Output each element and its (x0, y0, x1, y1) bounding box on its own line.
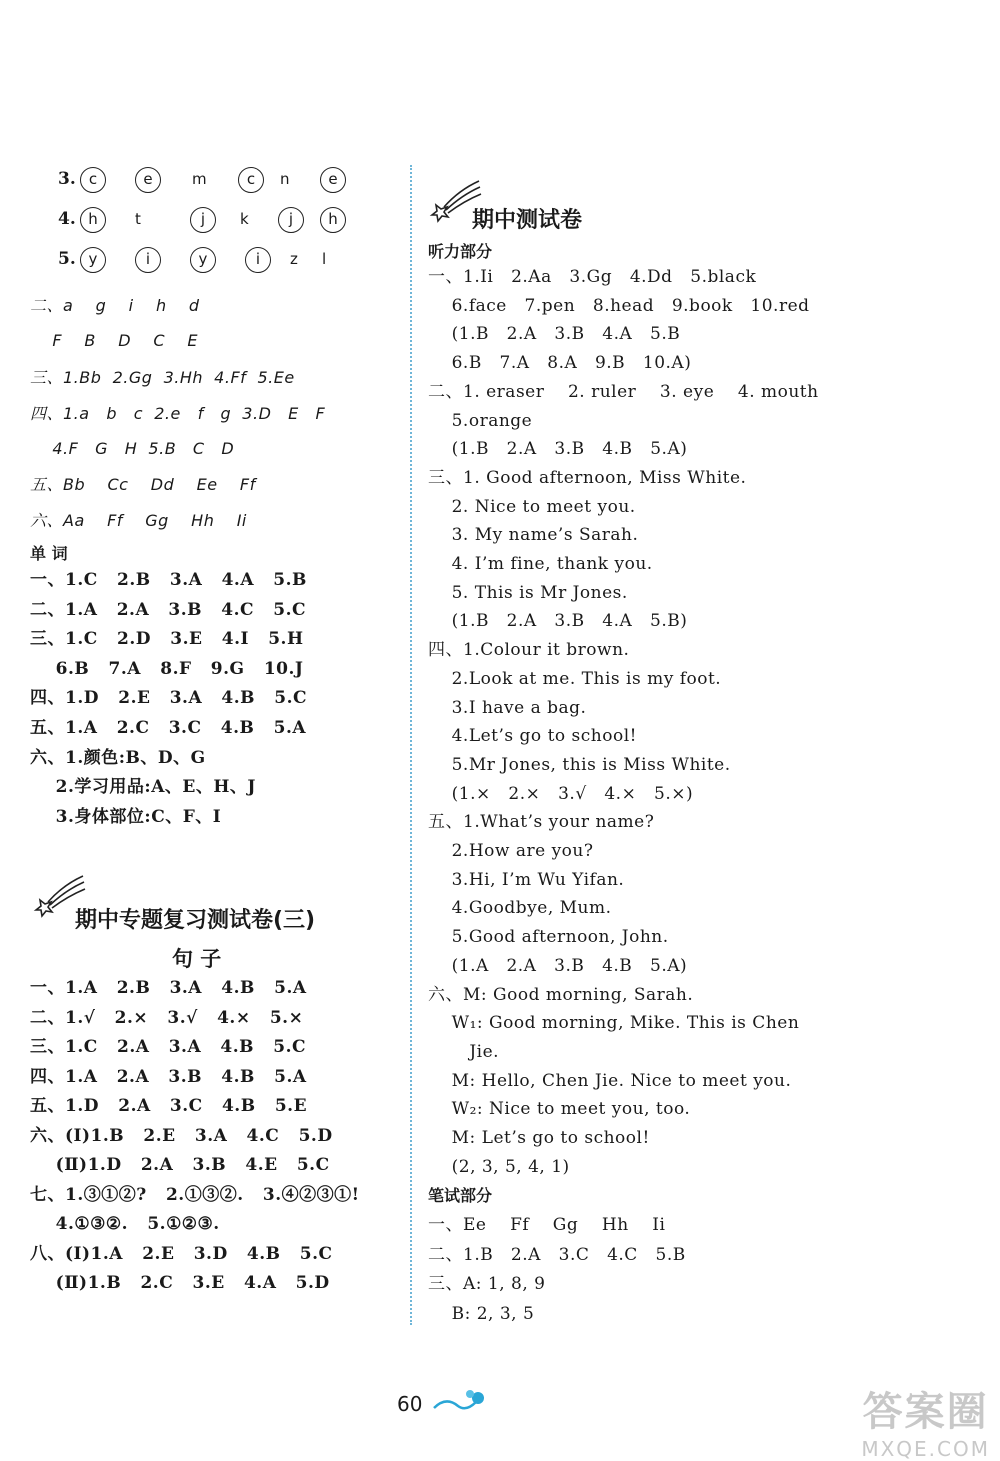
handwriting-line: 六、Aa Ff Gg Hh Ii (30, 511, 247, 530)
answer-line: 5.orange (428, 410, 533, 431)
handwriting-line: 四、1.a b c 2.e f g 3.D E F (30, 404, 326, 423)
answer-line: 四、1.Colour it brown. (428, 640, 630, 661)
circled-letter: c (238, 167, 264, 193)
answer-line: 4.①③②. 5.①②③. (30, 1214, 220, 1234)
answer-line: 五、1.A 2.C 3.C 4.B 5.A (30, 718, 307, 738)
answer-line: 二、1.√ 2.× 3.√ 4.× 5.× (30, 1007, 304, 1028)
answer-line: (1.B 2.A 3.B 4.A 5.B (428, 324, 681, 345)
answer-line: 6.face 7.pen 8.head 9.book 10.red (428, 295, 810, 316)
answer-line: 6.B 7.A 8.A 9.B 10.A) (428, 353, 692, 374)
handwriting-line: 三、1.Bb 2.Gg 3.Hh 4.Ff 5.Ee (30, 368, 295, 387)
answer-line: 5.Good afternoon, John. (428, 927, 669, 948)
plain-letter: l (322, 250, 327, 268)
answer-line: 6.B 7.A 8.F 9.G 10.J (30, 658, 304, 679)
answer-line: 三、1.C 2.D 3.E 4.I 5.H (30, 629, 304, 650)
row-number: 3. (58, 169, 76, 189)
answer-line: W₂: Nice to meet you, too. (428, 1099, 691, 1120)
answer-line: 六、1.颜色:B、D、G (30, 747, 206, 768)
answer-line: 4.Goodbye, Mum. (428, 898, 612, 919)
answer-line: 一、1.Ii 2.Aa 3.Gg 4.Dd 5.black (428, 267, 757, 287)
answer-line: (2, 3, 5, 4, 1) (428, 1156, 570, 1177)
page-number: 60 (397, 1392, 423, 1416)
section-title-midterm-review: 期中专题复习测试卷(三) (75, 908, 316, 933)
answer-line: (1.A 2.A 3.B 4.B 5.A) (428, 955, 688, 976)
answer-line: W₁: Good morning, Mike. This is Chen (428, 1013, 800, 1034)
answer-line: 四、1.A 2.A 3.B 4.B 5.A (30, 1066, 307, 1087)
answer-line: 3.Hi, I’m Wu Yifan. (428, 869, 625, 890)
circled-letter: c (80, 167, 106, 193)
plain-letter: k (240, 210, 249, 228)
answer-line: 一、1.A 2.B 3.A 4.B 5.A (30, 978, 307, 998)
answer-line: B: 2, 3, 5 (428, 1303, 535, 1324)
answer-line: (1.B 2.A 3.B 4.B 5.A) (428, 439, 688, 460)
answer-line: 八、(Ⅰ)1.A 2.E 3.D 4.B 5.C (30, 1243, 333, 1264)
handwriting-line: F B D C E (30, 331, 198, 350)
flower-ornament-icon (432, 1388, 488, 1416)
answer-line: 3.身体部位:C、F、I (30, 806, 222, 827)
handwriting-line: 二、a g i h d (30, 296, 200, 315)
answer-line: 4.Let’s go to school! (428, 726, 637, 747)
answer-line: M: Hello, Chen Jie. Nice to meet you. (428, 1070, 792, 1091)
answer-line: 三、1.C 2.A 3.A 4.B 5.C (30, 1037, 307, 1057)
answer-line: 2.How are you? (428, 841, 594, 861)
plain-letter: z (290, 250, 298, 268)
plain-letter: t (135, 210, 141, 228)
circled-letter: y (190, 247, 216, 273)
answer-line: (1.× 2.× 3.√ 4.× 5.×) (428, 783, 694, 804)
answer-line: Jie. (428, 1041, 500, 1062)
answer-line: (1.B 2.A 3.B 4.A 5.B) (428, 611, 688, 632)
answer-line: 2. Nice to meet you. (428, 496, 636, 517)
answer-line: 5.Mr Jones, this is Miss White. (428, 754, 731, 775)
section-title-midterm-test: 期中测试卷 (472, 208, 583, 233)
answer-line: 一、1.C 2.B 3.A 4.A 5.B (30, 570, 307, 590)
answer-line: 四、1.D 2.E 3.A 4.B 5.C (30, 688, 308, 709)
answer-line: 五、1.D 2.A 3.C 4.B 5.E (30, 1096, 308, 1116)
answer-line: 六、M: Good morning, Sarah. (428, 984, 694, 1005)
plain-letter: n (280, 170, 290, 188)
vocab-heading: 单 词 (30, 544, 68, 563)
circled-letter: e (320, 167, 346, 193)
watermark-url: MXQE.COM (861, 1437, 990, 1461)
answer-line: 3. My name’s Sarah. (428, 525, 639, 546)
answer-line: 二、1.A 2.A 3.B 4.C 5.C (30, 599, 307, 620)
circled-letter: j (190, 207, 216, 233)
answer-line: 二、1.B 2.A 3.C 4.C 5.B (428, 1244, 686, 1265)
answer-line: 五、1.What’s your name? (428, 812, 655, 833)
plain-letter: m (192, 170, 207, 188)
answer-line: 七、1.③①②? 2.①③②. 3.④②③①! (30, 1184, 360, 1205)
answer-line: 2.Look at me. This is my foot. (428, 668, 722, 689)
written-heading: 笔试部分 (428, 1186, 493, 1205)
answer-line: (Ⅱ)1.D 2.A 3.B 4.E 5.C (30, 1155, 330, 1175)
circled-letter: i (135, 247, 161, 273)
answer-line: 六、(Ⅰ)1.B 2.E 3.A 4.C 5.D (30, 1125, 333, 1146)
answer-line: 5. This is Mr Jones. (428, 582, 628, 603)
answer-line: 4. I’m fine, thank you. (428, 554, 653, 574)
listening-heading: 听力部分 (428, 242, 493, 261)
handwriting-line: 五、Bb Cc Dd Ee Ff (30, 475, 256, 494)
circled-letter: h (80, 207, 106, 233)
answer-line: 2.学习用品:A、E、H、J (30, 777, 256, 798)
answer-line: 一、Ee Ff Gg Hh Ii (428, 1215, 666, 1235)
circled-letter: e (135, 167, 161, 193)
watermark-title: 答案圈 (862, 1389, 989, 1435)
row-number: 4. (58, 209, 76, 229)
section-subtitle-sentences: 句 子 (172, 947, 222, 971)
circled-letter: h (320, 207, 346, 233)
column-divider (410, 165, 412, 1325)
row-number: 5. (58, 249, 76, 269)
watermark (861, 1380, 990, 1461)
circled-letter: j (278, 207, 304, 233)
handwriting-line: 4.F G H 5.B C D (30, 439, 235, 458)
answer-line: (Ⅱ)1.B 2.C 3.E 4.A 5.D (30, 1273, 330, 1293)
circled-letter: i (245, 247, 271, 273)
answer-line: 三、A: 1, 8, 9 (428, 1274, 546, 1294)
answer-line: M: Let’s go to school! (428, 1128, 650, 1148)
answer-line: 二、1. eraser 2. ruler 3. eye 4. mouth (428, 381, 819, 402)
answer-line: 3.I have a bag. (428, 697, 587, 718)
answer-line: 三、1. Good afternoon, Miss White. (428, 467, 747, 488)
circled-letter: y (80, 247, 106, 273)
